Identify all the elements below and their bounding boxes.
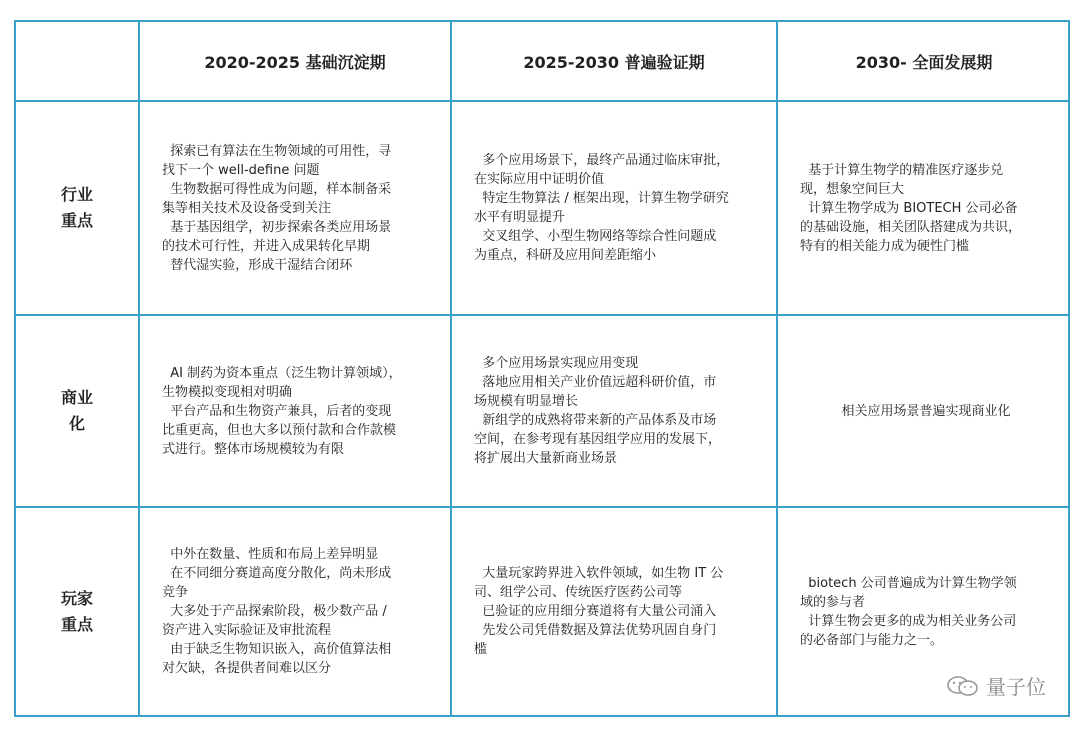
cell-text-line: 新组学的成熟将带来新的产品体系及市场 [474,413,717,428]
cell-text-line: 相关应用场景普遍实现商业化 [841,403,1011,419]
cell-text-line: biotech 公司普遍成为计算生物学领 [800,575,1017,591]
watermark-text: 量子位 [986,675,1046,699]
watermark [946,671,1046,700]
cell-text-line: 司、组学公司、传统医疗医药公司等 [474,585,683,600]
cell-text-line: 式进行。整体市场规模较为有限 [162,441,345,457]
cell-text-line: 替代湿实验，形成干湿结合闭环 [162,257,353,273]
cell-text-line: 现，想象空间巨大 [800,181,905,197]
cell-industry-period-3 [778,102,1070,314]
cell-text-line: 基于基因组学，初步探索各类应用场景 [162,219,392,235]
cell-text-line: 的技术可行性，并进入成果转化早期 [162,238,371,254]
cell-text-line: 生物模拟变现相对明确 [162,384,293,400]
cell-text-line: 的必备部门与能力之一。 [800,632,944,648]
cell-text-line: 交叉组学、小型生物网络等综合性问题成 [474,229,717,244]
cell-text-line: 多个应用场景实现应用变现 [474,356,639,371]
cell-text-line: 中外在数量、性质和布局上差异明显 [162,547,379,562]
row-label-industry-focus [16,102,138,314]
cell-text-line: 在不同细分赛道高度分散化，尚未形成 [162,566,392,581]
row-label-player-focus [16,508,138,715]
cell-text-line: 计算生物学成为 BIOTECH 公司必备 [800,200,1018,216]
cell-text-line: 大量玩家跨界进入软件领域，如生物 IT 公 [474,566,724,581]
cell-text-line: 计算生物会更多的成为相关业务公司 [800,613,1017,629]
comparison-table [14,20,1070,717]
cell-text-line: 竞争 [162,585,189,600]
cell-text-line: AI 制药为资本重点（泛生物计算领域）， [162,365,402,381]
cell-text-line: 大多处于产品探索阶段，极少数产品 / [162,604,387,619]
cell-industry-period-1 [140,102,450,314]
cell-text-line: 由于缺乏生物知识嵌入，高价值算法相 [162,642,392,657]
cell-text-line: 空间，在参考现有基因组学应用的发展下， [474,432,722,447]
header-period-3: 2030- 全面发展期 [855,52,993,72]
header-period-2: 2025-2030 普遍验证期 [523,52,705,72]
cell-text-line: 对欠缺，各提供者间难以区分 [162,661,332,676]
row-label-line: 玩家 [60,588,93,608]
row-label-line: 商业 [60,388,93,407]
cell-text-line: 探索已有算法在生物领域的可用性，寻 [162,143,392,159]
cell-text-line: 域的参与者 [800,594,866,610]
row-label-line: 化 [68,414,85,433]
cell-text-line: 多个应用场景下，最终产品通过临床审批， [474,153,730,168]
cell-commercial-period-1 [140,316,450,506]
cell-commercial-period-3 [778,316,1070,506]
cell-text-line: 槛 [474,642,488,657]
cell-text-line: 场规模有明显增长 [474,394,579,409]
cell-industry-period-2 [452,102,776,314]
row-label-line: 重点 [60,614,93,634]
header-period-1: 2020-2025 基础沉淀期 [204,52,386,72]
row-label-line: 重点 [60,211,93,230]
cell-text-line: 比重更高，但也大多以预付款和合作款模 [162,422,397,438]
cell-text-line: 水平有明显提升 [474,210,566,225]
cell-text-line: 将扩展出大量新商业场景 [474,451,618,466]
cell-commercial-period-2 [452,316,776,506]
cell-text-line: 特有的相关能力成为硬性门槛 [800,238,970,254]
cell-text-line: 落地应用相关产业价值远超科研价值，市 [474,375,717,390]
cell-players-period-2 [452,508,776,715]
cell-text-line: 在实际应用中证明价值 [474,172,605,187]
cell-text-line: 基于计算生物学的精准医疗逐步兑 [800,162,1004,178]
row-label-commercialization [16,316,138,506]
cell-text-line: 集等相关技术及设备受到关注 [162,200,332,216]
cell-players-period-1 [140,508,450,715]
cell-text-line: 生物数据可得性成为问题，样本制备采 [162,181,392,197]
row-label-line: 行业 [60,185,93,204]
cell-text-line: 的基础设施，相关团队搭建成为共识， [800,219,1022,235]
cell-text-line: 为重点，科研及应用间差距缩小 [474,248,657,263]
cell-text-line: 已验证的应用细分赛道将有大量公司涌入 [474,604,717,619]
cell-text-line: 资产进入实际验证及审批流程 [162,623,332,638]
wechat-icon [946,675,980,697]
cell-text-line: 找下一个 well-define 问题 [162,162,320,178]
cell-text-line: 特定生物算法 / 框架出现，计算生物学研究 [474,191,729,206]
cell-text-line: 先发公司凭借数据及算法优势巩固自身门 [474,623,717,638]
cell-text-line: 平台产品和生物资产兼具，后者的变现 [162,403,392,419]
